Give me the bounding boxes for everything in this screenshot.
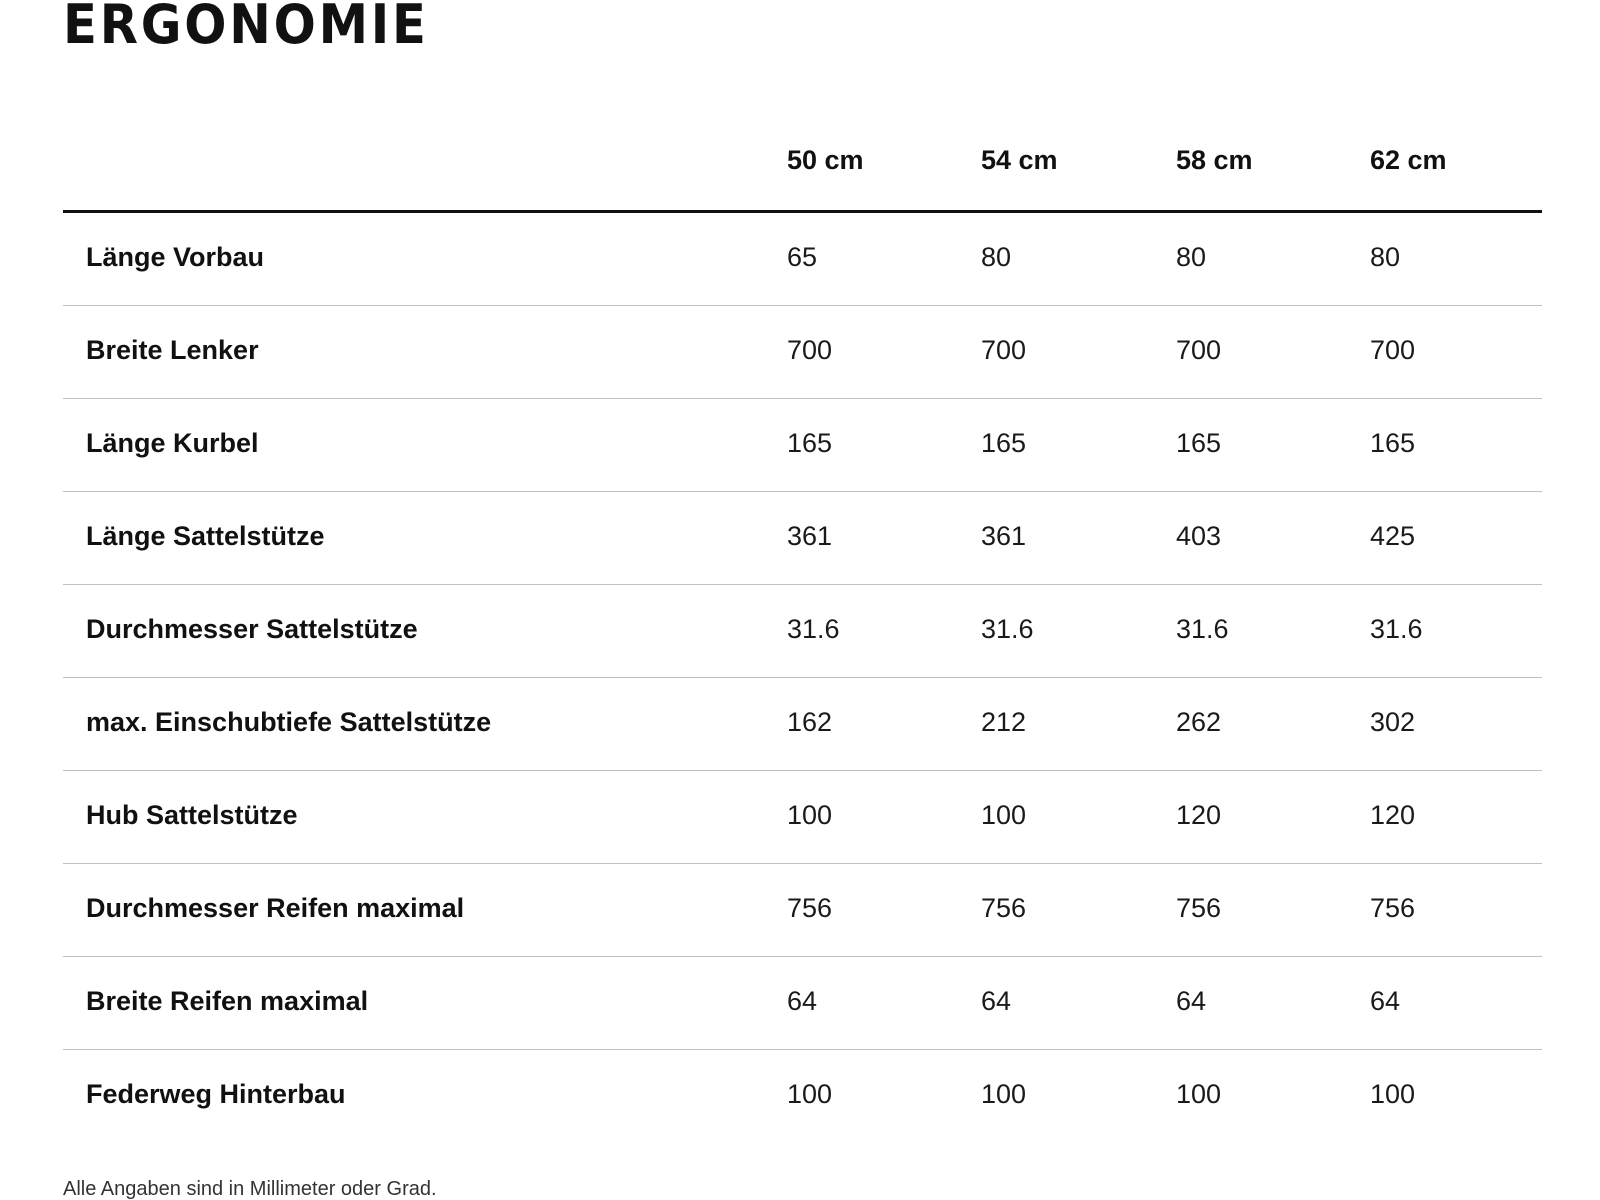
table-cell: 100 [1370,1079,1416,1109]
table-cell: 700 [981,335,1027,365]
table-row [63,213,1542,306]
size-column-header: 58 cm [1176,145,1253,175]
row-label: Federweg Hinterbau [86,1079,346,1109]
ergonomics-table [63,122,1542,1142]
table-row [63,492,1542,585]
table-cell: 64 [787,986,818,1016]
table-cell: 700 [787,335,833,365]
table-cell: 756 [1370,893,1416,923]
table-cell: 80 [981,242,1012,272]
table-cell: 361 [787,521,833,551]
table-cell: 64 [1176,986,1207,1016]
table-cell: 756 [981,893,1027,923]
table-cell: 165 [1370,428,1416,458]
units-footnote: Alle Angaben sind in Millimeter oder Grad. [63,1178,437,1200]
row-label: Durchmesser Reifen maximal [86,893,465,923]
table-cell: 120 [1176,800,1222,830]
table-cell: 31.6 [787,614,840,644]
table-row [63,957,1542,1050]
row-label: Breite Reifen maximal [86,986,369,1016]
table-row [63,1050,1542,1142]
size-column-header: 62 cm [1370,145,1447,175]
table-cell: 302 [1370,707,1416,737]
table-row [63,771,1542,864]
table-row [63,864,1542,957]
table-cell: 165 [981,428,1027,458]
table-cell: 165 [1176,428,1222,458]
row-label: max. Einschubtiefe Sattelstütze [86,707,492,737]
table-cell: 65 [787,242,818,272]
table-cell: 756 [1176,893,1222,923]
table-cell: 100 [787,1079,833,1109]
table-cell: 31.6 [1370,614,1423,644]
row-label: Länge Kurbel [86,428,259,458]
row-label: Durchmesser Sattelstütze [86,614,418,644]
row-label: Länge Sattelstütze [86,521,325,551]
table-cell: 64 [1370,986,1401,1016]
row-label: Hub Sattelstütze [86,800,298,830]
table-cell: 361 [981,521,1027,551]
table-cell: 120 [1370,800,1416,830]
table-cell: 100 [981,800,1027,830]
table-row [63,306,1542,399]
row-label: Breite Lenker [86,335,259,365]
table-cell: 165 [787,428,833,458]
table-cell: 100 [1176,1079,1222,1109]
table-cell: 700 [1176,335,1222,365]
table-row [63,678,1542,771]
table-cell: 80 [1176,242,1207,272]
table-cell: 31.6 [1176,614,1229,644]
table-cell: 31.6 [981,614,1034,644]
table-cell: 162 [787,707,833,737]
table-header [63,122,1542,213]
section-title: ERGONOMIE [63,0,429,56]
table-cell: 262 [1176,707,1222,737]
table-row [63,585,1542,678]
table-row [63,399,1542,492]
table-cell: 700 [1370,335,1416,365]
row-label: Länge Vorbau [86,242,265,272]
table-cell: 403 [1176,521,1222,551]
table-cell: 64 [981,986,1012,1016]
size-column-header: 50 cm [787,145,864,175]
table-cell: 425 [1370,521,1416,551]
size-column-header: 54 cm [981,145,1058,175]
table-cell: 212 [981,707,1027,737]
table-cell: 80 [1370,242,1401,272]
table-cell: 756 [787,893,833,923]
table-cell: 100 [981,1079,1027,1109]
table-cell: 100 [787,800,833,830]
